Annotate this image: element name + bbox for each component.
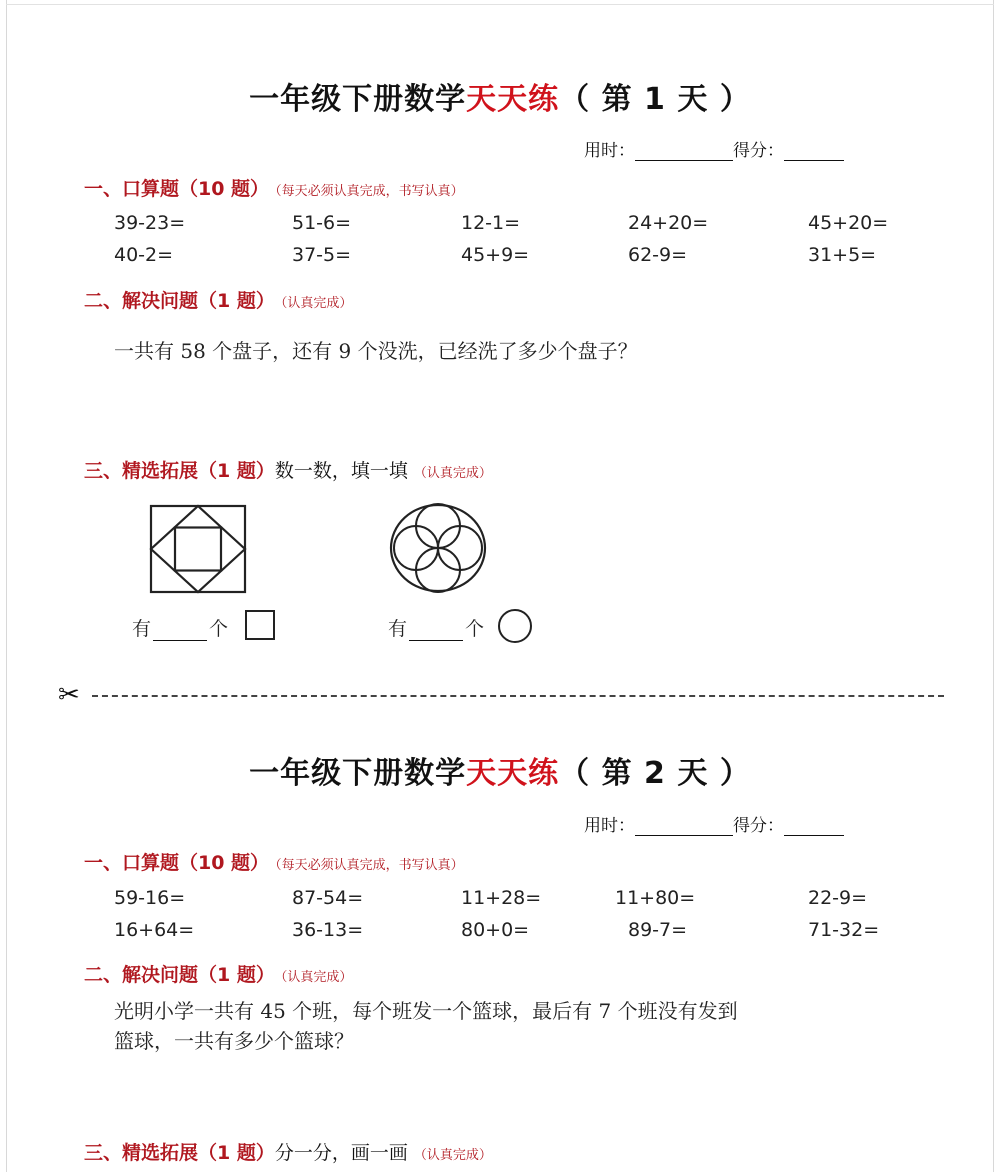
day1-equation: 39-23=: [114, 212, 186, 234]
day2-equation: 71-32=: [808, 919, 880, 941]
day1-section3-note: （认真完成）: [413, 466, 492, 481]
day1-section1-title: 一、口算题（10 题）: [84, 178, 270, 200]
day1-title-red: 天天练: [466, 82, 560, 117]
square-icon: [245, 610, 275, 640]
day1-equation: 51-6=: [292, 212, 352, 234]
inner-square: [175, 528, 221, 571]
day2-section1-heading: [84, 848, 464, 875]
square-count-blank[interactable]: [153, 620, 207, 641]
day2-problem-line: 篮球，一共有多少个篮球？: [114, 1029, 354, 1053]
day2-equation: 36-13=: [292, 919, 364, 941]
day2-section2-title: 二、解决问题（1 题）: [84, 964, 275, 986]
day1-score-line: [584, 136, 844, 161]
circle-icon: [498, 609, 532, 643]
day1-title: [0, 74, 1000, 118]
day1-equation: 62-9=: [628, 244, 688, 266]
day2-equation: 87-54=: [292, 887, 364, 909]
day2-title-red: 天天练: [466, 756, 560, 791]
day1-square-count: [132, 614, 228, 641]
day1-time-blank[interactable]: [635, 142, 733, 161]
overlapping-circles-figure: [388, 503, 488, 593]
day2-score-blank[interactable]: [784, 817, 844, 836]
circle-count-suffix: 个: [465, 618, 485, 640]
day2-section3-note: （认真完成）: [413, 1148, 492, 1163]
day1-section3-heading: [84, 456, 492, 483]
day1-section3-instruction: 数一数，填一填: [274, 460, 408, 482]
day1-equation: 45+9=: [461, 244, 530, 266]
day2-section3-title: 三、精选拓展（1 题）: [84, 1142, 275, 1164]
day1-section1-heading: [84, 174, 464, 201]
day2-equation: 22-9=: [808, 887, 868, 909]
day2-section1-note: （每天必须认真完成，书写认真）: [275, 858, 464, 873]
outer-square: [151, 506, 245, 592]
day1-section3-title: 三、精选拓展（1 题）: [84, 460, 275, 482]
day1-section2-heading: [84, 286, 352, 313]
day2-equation: 59-16=: [114, 887, 186, 909]
page-edge-left: [6, 0, 7, 1172]
day1-equation: 12-1=: [461, 212, 521, 234]
day2-title-suffix: （ 第 2 天 ）: [559, 756, 751, 791]
day2-equation: 80+0=: [461, 919, 530, 941]
page-edge-top: [6, 4, 994, 5]
day1-equation: 40-2=: [114, 244, 174, 266]
day1-time-label: 用时：: [584, 141, 635, 161]
diamond-square: [151, 506, 245, 592]
day1-section1-note: （每天必须认真完成，书写认真）: [275, 184, 464, 199]
day2-section3-heading: [84, 1138, 492, 1165]
day2-score-line: [584, 811, 844, 836]
day2-equation: 16+64=: [114, 919, 195, 941]
day1-equation: 45+20=: [808, 212, 889, 234]
day1-word-problem: 一共有 58 个盘子，还有 9 个没洗，已经洗了多少个盘子？: [114, 339, 638, 363]
cut-line: [92, 695, 944, 697]
day2-time-blank[interactable]: [635, 817, 733, 836]
day1-title-suffix: （ 第 1 天 ）: [559, 82, 751, 117]
day2-equation: 89-7=: [628, 919, 688, 941]
day2-score-label: 得分：: [733, 816, 784, 836]
day1-score-label: 得分：: [733, 141, 784, 161]
square-count-suffix: 个: [209, 618, 229, 640]
day2-word-problem: [114, 996, 738, 1056]
day2-title-prefix: 一年级下册数学: [249, 756, 467, 791]
day2-title: [0, 748, 1000, 792]
day1-circle-count: [388, 614, 484, 641]
day1-equation: 24+20=: [628, 212, 709, 234]
day2-time-label: 用时：: [584, 816, 635, 836]
day1-section2-note: （认真完成）: [280, 296, 353, 311]
day2-equation: 11+28=: [461, 887, 542, 909]
day1-equation: 37-5=: [292, 244, 352, 266]
day1-score-blank[interactable]: [784, 142, 844, 161]
day2-equation: 11+80=: [615, 887, 696, 909]
day2-section1-title: 一、口算题（10 题）: [84, 852, 270, 874]
circle-count-prefix: 有: [388, 618, 408, 640]
day1-equation: 31+5=: [808, 244, 877, 266]
day2-section2-heading: [84, 960, 352, 987]
scissors-icon: ✂: [58, 680, 80, 710]
day1-section2-title: 二、解决问题（1 题）: [84, 290, 275, 312]
day1-title-prefix: 一年级下册数学: [249, 82, 467, 117]
day2-problem-line: 光明小学一共有 45 个班，每个班发一个篮球，最后有 7 个班没有发到: [114, 999, 738, 1023]
day2-section3-instruction: 分一分，画一画: [274, 1142, 408, 1164]
nested-squares-figure: [148, 503, 248, 595]
square-count-prefix: 有: [132, 618, 152, 640]
day2-section2-note: （认真完成）: [280, 970, 353, 985]
circle-count-blank[interactable]: [409, 620, 463, 641]
page-edge-right: [993, 0, 994, 1172]
